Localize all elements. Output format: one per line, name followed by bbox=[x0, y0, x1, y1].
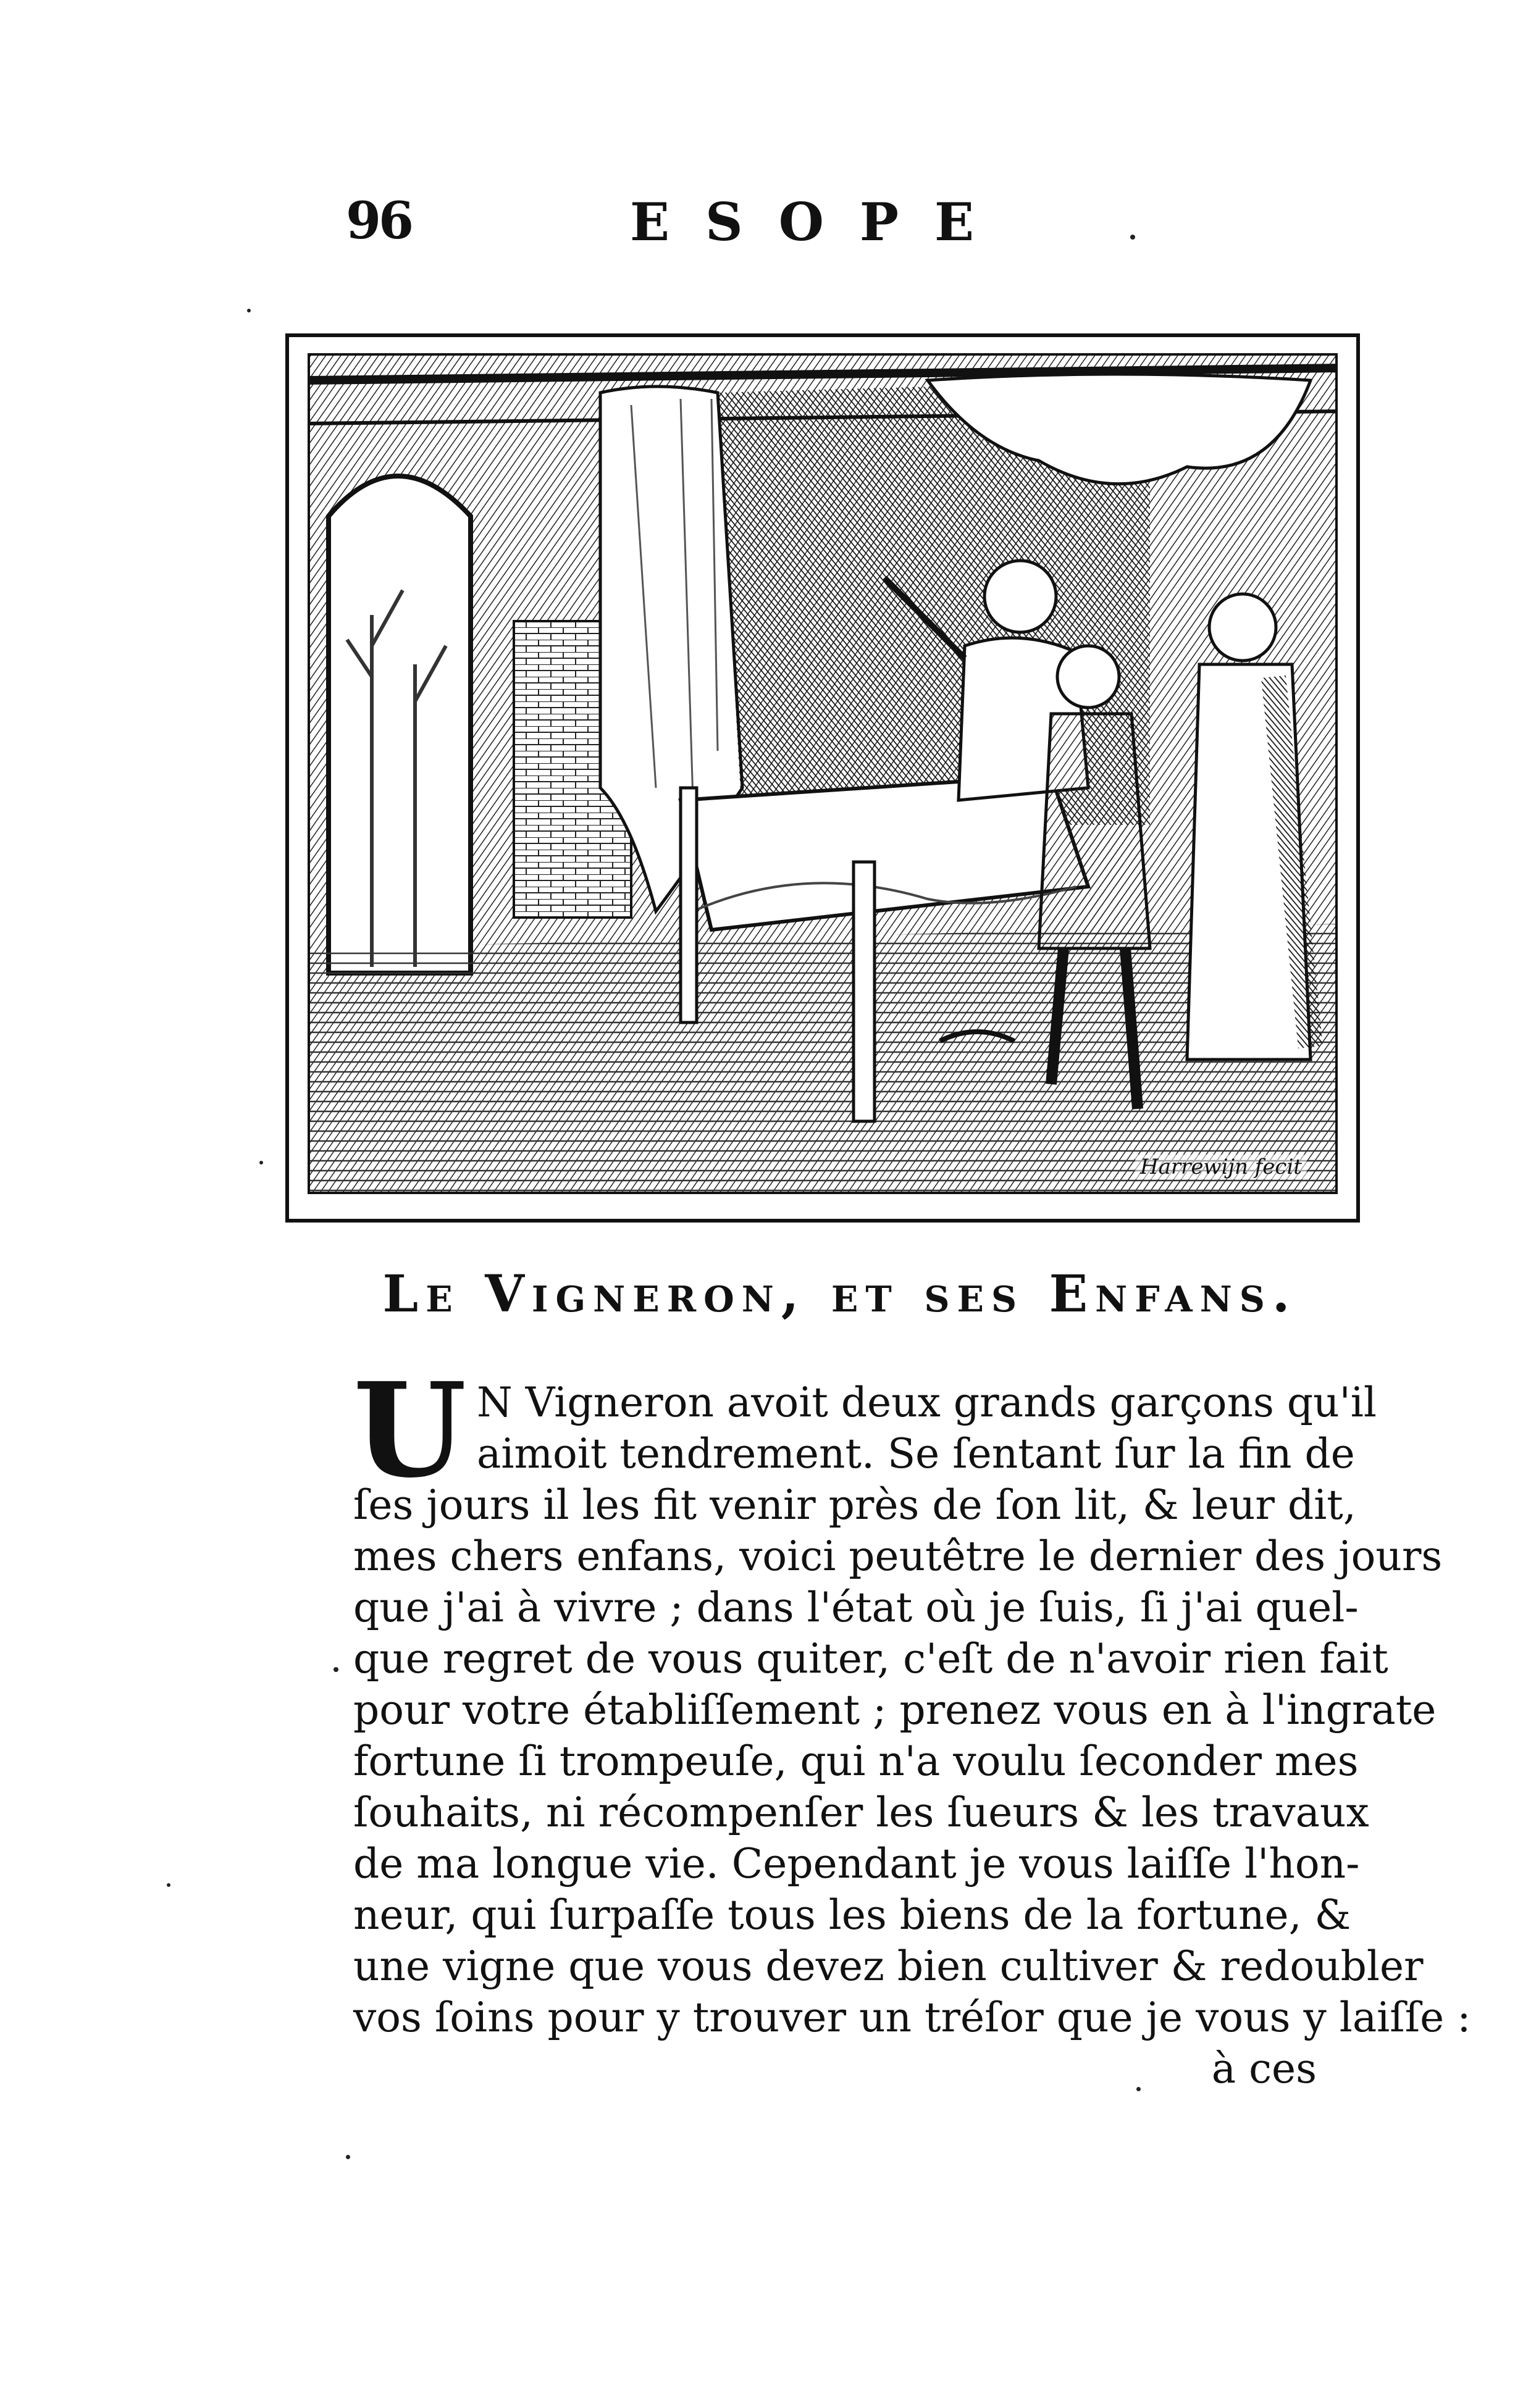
scan-speck bbox=[346, 2155, 350, 2159]
engraving-scene bbox=[310, 356, 1338, 1194]
scan-speck bbox=[167, 1883, 170, 1887]
scan-speck bbox=[247, 309, 251, 312]
text-line: ſouhaits, ni récompenſer les ſueurs & les travaux bbox=[353, 1789, 1369, 1836]
scan-speck bbox=[259, 1161, 263, 1164]
engraver-signature: Harrewijn fecit bbox=[1135, 1155, 1307, 1179]
text-line: mes chers enfans, voici peutêtre le dernier des jours bbox=[353, 1532, 1443, 1580]
text-line: ſes jours il les fit venir près de ſon lit, & leur dit, bbox=[353, 1481, 1356, 1529]
scan-speck bbox=[1130, 235, 1135, 240]
drop-cap: U bbox=[353, 1354, 467, 1507]
scan-speck bbox=[334, 1667, 338, 1672]
text-line: neur, qui ſurpaſſe tous les biens de la fortune, & bbox=[353, 1891, 1351, 1939]
scan-speck bbox=[1136, 2087, 1141, 2091]
text-line: fortune ſi trompeuſe, qui n'a voulu ſeconder mes bbox=[353, 1737, 1359, 1785]
text-line: de ma longue vie. Cependant je vous laiſſe l'hon- bbox=[353, 1840, 1360, 1888]
fable-title: Le Vigneron, et ses Enfans. bbox=[382, 1265, 1298, 1324]
text-line: N Vigneron avoit deux grands garçons qu'il bbox=[477, 1379, 1377, 1426]
text-line: que regret de vous quiter, c'eſt de n'avoir rien fait bbox=[353, 1635, 1388, 1683]
engraving-plate bbox=[308, 353, 1338, 1194]
text-line: aimoit tendrement. Se ſentant ſur la fin de bbox=[477, 1430, 1355, 1478]
engraving-illustration bbox=[285, 333, 1360, 1223]
text-line: pour votre établiſſement ; prenez vous en à l'ingrate bbox=[353, 1686, 1437, 1734]
running-title: ESOPE bbox=[630, 191, 1010, 253]
text-line: vos ſoins pour y trouver un tréſor que je vous y laiſſe : bbox=[353, 1994, 1471, 2041]
running-header bbox=[346, 191, 1087, 259]
page-number: 96 bbox=[346, 191, 412, 251]
text-line: que j'ai à vivre ; dans l'état où je ſuis, ſi j'ai quel- bbox=[353, 1584, 1359, 1631]
catchword: à ces bbox=[1211, 2045, 1317, 2092]
text-line: une vigne que vous devez bien cultiver & redoubler bbox=[353, 1942, 1424, 1990]
